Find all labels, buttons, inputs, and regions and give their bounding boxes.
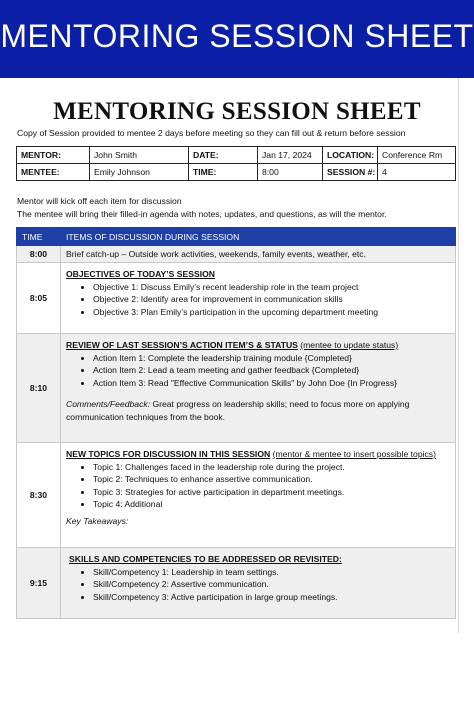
section-heading: REVIEW OF LAST SESSION’S ACTION ITEM’S & STATUS	[66, 340, 298, 350]
info-row-mentee	[17, 164, 456, 181]
date-label: DATE:	[189, 147, 258, 164]
list-item: • Objective 1: Discuss Emily’s recent leadership role in the team project	[93, 281, 450, 294]
action-item-list	[66, 352, 450, 390]
agenda-table	[16, 227, 456, 619]
list-item: • Action Item 3: Read "Effective Communication Skills" by John Doe {In Progress}	[93, 377, 450, 390]
instruction-line: The mentee will bring their filled-in agenda with notes, updates, and questions, as will the mentor.	[17, 209, 387, 219]
comments-text: Great progress on leadership skills; need to focus more on applying	[150, 399, 410, 410]
agenda-time: 8:30	[17, 443, 61, 548]
list-item: • Topic 2: Techniques to enhance assertive communication.	[93, 473, 450, 486]
time-label: TIME:	[189, 164, 258, 181]
agenda-header-time: TIME	[17, 228, 61, 246]
list-item: • Topic 3: Strategies for active participation in department meetings.	[93, 486, 450, 499]
agenda-time: 9:15	[17, 548, 61, 619]
comments-label: Comments/Feedback:	[66, 399, 151, 410]
agenda-row-review	[17, 334, 456, 443]
location-field[interactable]: Conference Rm	[378, 147, 456, 164]
session-field[interactable]: 4	[378, 164, 456, 181]
time-field[interactable]: 8:00	[258, 164, 323, 181]
agenda-item-cell[interactable]	[61, 263, 456, 334]
comments-feedback	[66, 398, 450, 411]
mentee-label: MENTEE:	[17, 164, 90, 181]
agenda-time: 8:10	[17, 334, 61, 443]
instruction-line: Mentor will kick off each item for discussion	[17, 196, 182, 206]
agenda-header-items: ITEMS OF DISCUSSION DURING SESSION	[61, 228, 456, 246]
agenda-item-cell[interactable]	[61, 334, 456, 443]
agenda-row-new-topics	[17, 443, 456, 548]
objective-list	[66, 281, 450, 319]
list-item: • Skill/Competency 1: Leadership in team settings.	[93, 566, 450, 579]
section-note: (mentor & mentee to insert possible topics)	[272, 449, 436, 459]
agenda-item-cell[interactable]	[61, 443, 456, 548]
list-item: • Action Item 1: Complete the leadership training module {Completed}	[93, 352, 450, 365]
list-item: • Action Item 2: Lead a team meeting and gather feedback {Completed}	[93, 364, 450, 377]
list-item: • Objective 3: Plan Emily’s participation in the upcoming department meeting	[93, 306, 450, 319]
section-heading: NEW TOPICS FOR DISCUSSION IN THIS SESSION	[66, 449, 271, 459]
banner-title: MENTORING SESSION SHEET	[0, 18, 474, 54]
list-item: • Skill/Competency 3: Active participation in large group meetings.	[93, 591, 450, 604]
section-heading: SKILLS AND COMPETENCIES TO BE ADDRESSED OR REVISITED:	[69, 554, 342, 564]
agenda-header-row	[17, 228, 456, 246]
comments-text-continued: communication techniques from the book.	[66, 411, 226, 422]
title-banner	[0, 0, 474, 78]
session-label: SESSION #:	[323, 164, 378, 181]
agenda-item-text[interactable]: Brief catch-up – Outside work activities, weekends, family events, weather, etc.	[61, 246, 456, 263]
mentor-label: MENTOR:	[17, 147, 90, 164]
date-field[interactable]: Jan 17, 2024	[258, 147, 323, 164]
agenda-row-skills	[17, 548, 456, 619]
agenda-time: 8:00	[17, 246, 61, 263]
location-label: LOCATION:	[323, 147, 378, 164]
agenda-time: 8:05	[17, 263, 61, 334]
agenda-row-objectives	[17, 263, 456, 334]
mentee-field[interactable]: Emily Johnson	[90, 164, 189, 181]
section-heading: OBJECTIVES OF TODAY’S SESSION	[66, 269, 215, 279]
instructions	[17, 195, 462, 221]
list-item: • Topic 4: Additional	[93, 498, 450, 511]
key-takeaways-label: Key Takeaways:	[66, 515, 129, 526]
document-title: MENTORING SESSION SHEET	[53, 98, 421, 125]
section-note: (mentee to update status)	[300, 340, 399, 350]
page-edge-divider	[458, 78, 459, 633]
document-subtitle: Copy of Session provided to mentee 2 days before meeting so they can fill out & return before session	[17, 128, 406, 138]
info-row-mentor	[17, 147, 456, 164]
skill-list	[66, 566, 450, 604]
list-item: • Objective 2: Identify area for improvement in communication skills	[93, 293, 450, 306]
list-item: • Topic 1: Challenges faced in the leadership role during the project.	[93, 461, 450, 474]
agenda-row-catchup	[17, 246, 456, 263]
list-item: • Skill/Competency 2: Assertive communication.	[93, 578, 450, 591]
mentor-field[interactable]: John Smith	[90, 147, 189, 164]
agenda-item-cell[interactable]	[61, 548, 456, 619]
session-info-table	[16, 146, 456, 181]
topic-list	[66, 461, 450, 511]
